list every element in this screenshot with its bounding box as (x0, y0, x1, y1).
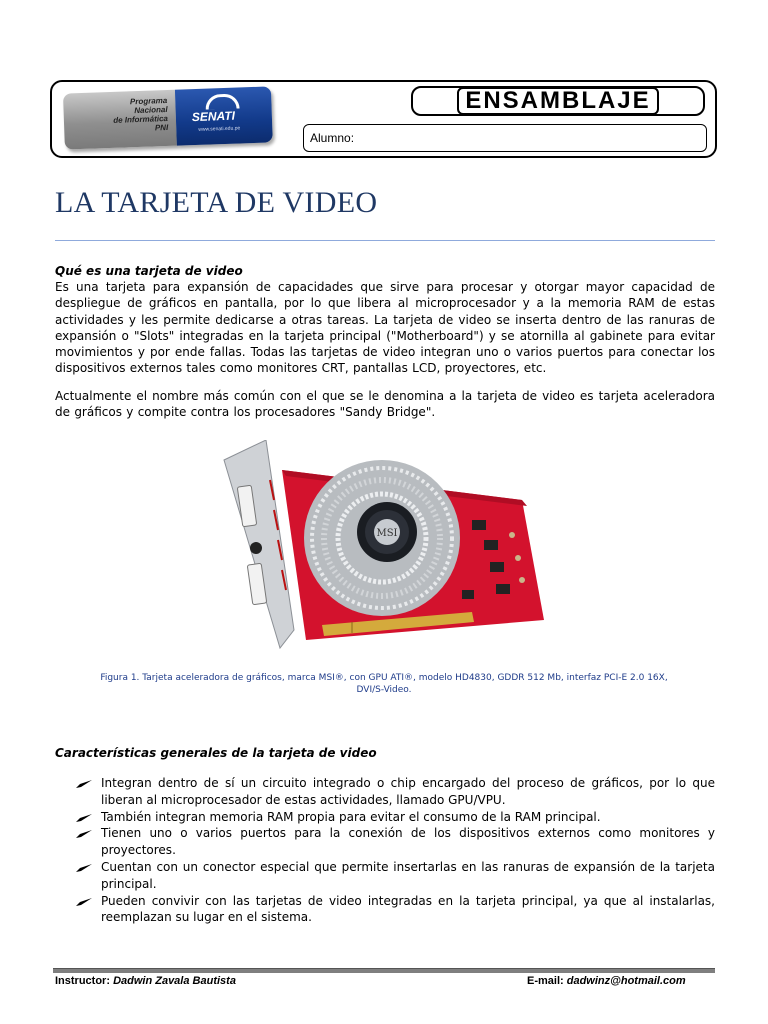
email-address[interactable]: dadwinz@hotmail.com (566, 975, 686, 987)
figure-caption: Figura 1. Tarjeta aceleradora de gráficos, marca MSI®, con GPU ATI®, modelo HD4830, GDDR 512 Mb, interfaz PCI-E 2.0 16X, DVI/S-Video. (100, 673, 668, 695)
instructor-name: Dadwin Zavala Bautista (113, 975, 236, 987)
checkmark-bullet-icon (75, 897, 93, 907)
footer-email: E-mail: dadwinz@hotmail.com (527, 975, 686, 987)
characteristics-list (75, 775, 715, 926)
student-name-field[interactable] (303, 124, 707, 152)
logo-program-text: Programa Nacional de Informática PNI (113, 95, 169, 133)
list-item: Pueden convivir con las tarjetas de video integradas en la tarjeta principal, ya que al instalarlas, reemplazan su lugar en el sistema. (75, 893, 715, 927)
graphics-card-image (222, 440, 548, 652)
list-item: Tienen uno o varios puertos para la conexión de los dispositivos externos como monitores y proyectores. (75, 825, 715, 859)
footer-instructor: Instructor: Dadwin Zavala Bautista (55, 975, 236, 987)
heatsink-fan (304, 460, 460, 616)
logo-right-panel (175, 86, 273, 145)
document-header (50, 80, 717, 158)
paragraph-current-name: Actualmente el nombre más común con el que se le denomina a la tarjeta de video es tarjeta aceleradora de gráficos y compite contra los procesadores "Sandy Bridge". (55, 389, 715, 420)
course-title-box (411, 86, 705, 116)
list-item: También integran memoria RAM propia para evitar el consumo de la RAM principal. (75, 809, 715, 826)
logo-brand: SENATI (191, 108, 236, 125)
footer-divider (53, 968, 715, 973)
student-label: Alumno: (310, 131, 355, 145)
logo-left-panel (63, 90, 177, 150)
title-divider (55, 240, 715, 241)
gear-arc-icon (205, 93, 240, 109)
course-title: ENSAMBLAJE (457, 87, 658, 115)
section-heading-characteristics: Características generales de la tarjeta de video (55, 746, 377, 760)
checkmark-bullet-icon (75, 779, 93, 789)
checkmark-bullet-icon (75, 863, 93, 873)
section-heading-what-is: Qué es una tarjeta de video (55, 264, 243, 278)
checkmark-bullet-icon (75, 813, 93, 823)
list-item: Integran dentro de sí un circuito integrado o chip encargado del proceso de gráficos, por lo que liberan al microprocesador de estas actividades, llamado GPU/VPU. (75, 775, 715, 809)
page-title: LA TARJETA DE VIDEO (55, 186, 378, 219)
logo-url: www.senati.edu.pe (198, 125, 241, 133)
checkmark-bullet-icon (75, 829, 93, 839)
list-item: Cuentan con un conector especial que permite insertarlas en las ranuras de expansión de la tarjeta principal. (75, 859, 715, 893)
card-brand-label: MSI (376, 528, 398, 539)
senati-logo (63, 86, 271, 155)
paragraph-definition: Es una tarjeta para expansión de capacidades que sirve para procesar y otorgar mayor capacidad de despliegue de gráficos en pantalla, por lo que libera al microprocesador y a la memoria RAM de estas actividades y les permite dedicarse a otras tareas. La tarjeta de video se inserta dentro de las ranuras de expansión o "Slots" integradas en la tarjeta principal ("Motherboard") y se atornilla al gabinete para evitar movimientos y por ende fallas. Todas las tarjetas de video integran uno o varios puertos para conectar los dispositivos externos tales como monitores CRT, pantallas LCD, proyectores, etc. (55, 280, 715, 376)
